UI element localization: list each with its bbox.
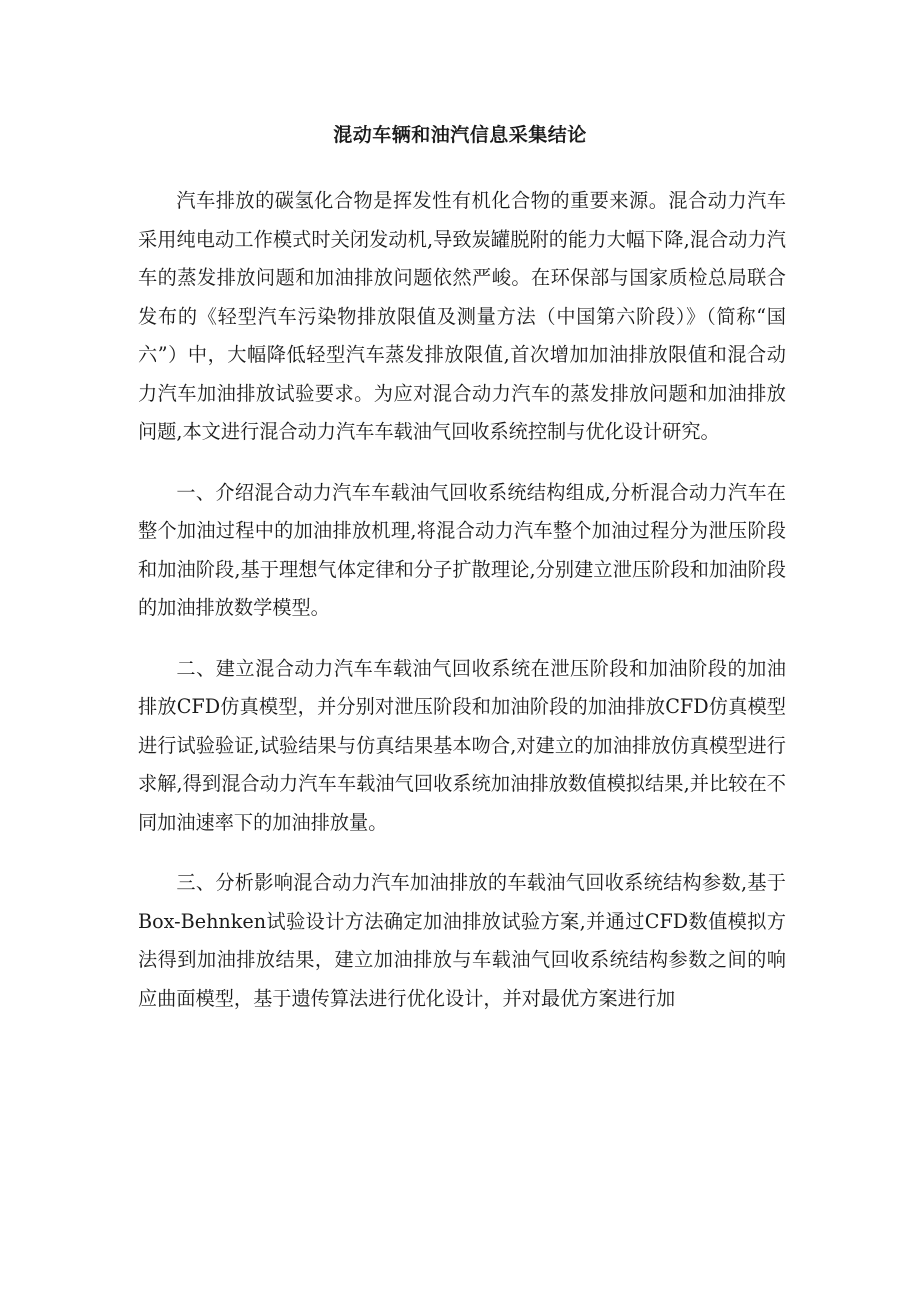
paragraph-point-3: 三、分析影响混合动力汽车加油排放的车载油气回收系统结构参数,基于Box-Behnken试验设计方法确定加油排放试验方案,并通过CFD数值模拟方法得到加油排放结果，建立加油排放与车载油气回收系统结构参数之间的响应曲面模型，基于遗传算法进行优化设计，并对最优方案进行加 <box>138 871 786 1010</box>
document-body <box>138 182 786 1040</box>
paragraph-intro: 汽车排放的碳氢化合物是挥发性有机化合物的重要来源。混合动力汽车采用纯电动工作模式时关闭发动机,导致炭罐脱附的能力大幅下降,混合动力汽车的蒸发排放问题和加油排放问题依然严峻。在环保部与国家质检总局联合发布的《轻型汽车污染物排放限值及测量方法（中国第六阶段）》（简称“国六”）中，大幅降低轻型汽车蒸发排放限值,首次增加加油排放限值和混合动力汽车加油排放试验要求。为应对混合动力汽车的蒸发排放问题和加油排放问题,本文进行混合动力汽车车载油气回收系统控制与优化设计研究。 <box>138 189 786 443</box>
paragraph-point-2: 二、建立混合动力汽车车载油气回收系统在泄压阶段和加油阶段的加油排放CFD仿真模型，并分别对泄压阶段和加油阶段的加油排放CFD仿真模型进行试验验证,试验结果与仿真结果基本吻合,对建立的加油排放仿真模型进行求解,得到混合动力汽车车载油气回收系统加油排放数值模拟结果,并比较在不同加油速率下的加油排放量。 <box>138 656 786 834</box>
paragraph-point-1: 一、介绍混合动力汽车车载油气回收系统结构组成,分析混合动力汽车在整个加油过程中的加油排放机理,将混合动力汽车整个加油过程分为泄压阶段和加油阶段,基于理想气体定律和分子扩散理论,分别建立泄压阶段和加油阶段的加油排放数学模型。 <box>138 480 786 619</box>
document-title: 混动车辆和油汽信息采集结论 <box>333 124 587 146</box>
